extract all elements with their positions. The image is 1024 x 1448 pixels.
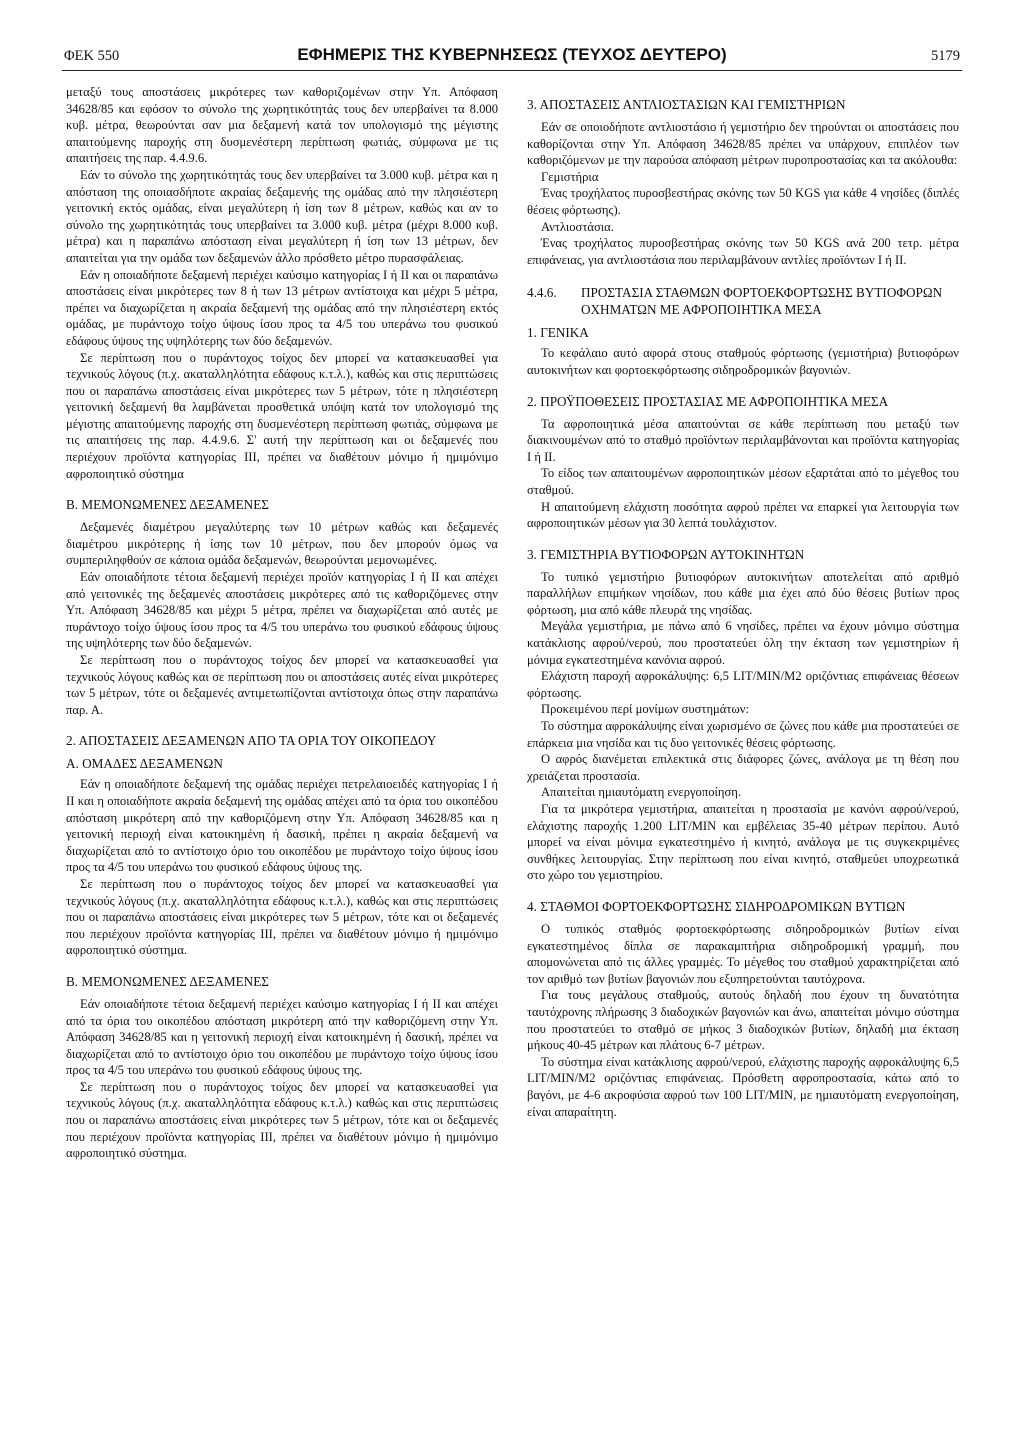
- section-heading: 2. ΠΡΟΫΠΟΘΕΣΕΙΣ ΠΡΟΣΤΑΣΙΑΣ ΜΕ ΑΦΡΟΠΟΙΗΤΙΚΑ ΜΕΣΑ: [527, 393, 889, 409]
- list-item: Ένας τροχήλατος πυροσβεστήρας σκόνης των 50 KGS για κάθε 4 νησίδες (διπλές θέσεις φόρτωσης).: [527, 186, 959, 217]
- paragraph: Ελάχιστη παροχή αφροκάλυψης: 6,5 LIT/MIN/M2 οριζόντιας επιφάνειας θέσεων φόρτωσης.: [527, 669, 959, 700]
- page-number: 5179: [931, 48, 960, 64]
- paragraph: Για τους μεγάλους σταθμούς, αυτούς δηλαδή που έχουν τη δυνατότητα ταυτόχρονης πλήρωσης 3 διαδοχικών βαγονιών και άνω, απαιτείται μόνιμο σύστημα που προστατεύει το σταθμό σε μήκος 3 διαδοχικών βυτίων, δηλαδή μια έκταση μήκους 40-45 μέτρων και πλάτους 6-7 μέτρων.: [527, 988, 959, 1053]
- right-column: [527, 96, 959, 1120]
- paragraph: Η απαιτούμενη ελάχιστη ποσότητα αφρού πρέπει να επαρκεί για λειτουργία των αφροποιητικών μέσων για 30 λεπτά τουλάχιστον.: [527, 499, 959, 531]
- paragraph: μεταξύ τους αποστάσεις μικρότερες των καθοριζομένων στην Υπ. Απόφαση 34628/85 και εφόσον το σύνολο της χωρητικότητάς τους δεν υπερβαίνει τα 8.000 κυβ. μέτρα, θεωρούνται σαν μια δεξαμενή κατά τον υπολογισμό της μέγιστης απαιτούμενης παροχής στη δυσμενέστερη περίπτωση φωτιάς, σύμφωνα με τις απαιτήσεις της παρ. 4.4.9.6.: [66, 85, 498, 166]
- paragraph: Το κεφάλαιο αυτό αφορά στους σταθμούς φόρτωσης (γεμιστήρια) βυτιοφόρων αυτοκινήτων και φορτοεκφόρτωσης σιδηροδρομικών βαγονιών.: [527, 346, 959, 377]
- paragraph: Το τυπικό γεμιστήριο βυτιοφόρων αυτοκινήτων αποτελείται από αριθμό παραλλήλων επιμήκων νησίδων, που κάθε μια έχει από δύο θέσεις βυτίων προς φόρτωση, μια από κάθε πλευρά της νησίδας.: [527, 569, 959, 617]
- paragraph: Εάν οποιαδήποτε τέτοια δεξαμενή περιέχει προϊόν κατηγορίας Ι ή ΙΙ και απέχει από γειτονικές της δεξαμενές αποστάσεις μικρότερες από τις καθοριζόμενες στην Υπ. Απόφαση 34628/85 και μέχρι 5 μέτρα, πρέπει να διαχωρίζεται από αυτές με πυράντοχο τοίχο ύψους ίσου προς τα 4/5 του υπεράνω του φυσικού εδάφους ύψους της υψηλότερης των δύο δεξαμενών.: [66, 570, 498, 651]
- section-heading: 3. ΑΠΟΣΤΑΣΕΙΣ ΑΝΤΛΙΟΣΤΑΣΙΩΝ ΚΑΙ ΓΕΜΙΣΤΗΡΙΩΝ: [527, 97, 846, 112]
- left-column: [66, 84, 498, 1162]
- paragraph: Σε περίπτωση που ο πυράντοχος τοίχος δεν μπορεί να κατασκευασθεί για τεχνικούς λόγους (π.χ. ακαταλληλότητα εδάφους κ.τ.λ.), καθώς και στις περιπτώσεις που οι παραπάνω αποστάσεις είναι μικρότερες των 5 μέτρων, τότε η πλησιέστερη γειτονική δεξαμενή θα λαμβάνεται προσθετικά υπόψη κατά τον υπολογισμό της μέγιστης απαιτούμενης παροχής στη δυσμενέστερη περίπτωση φωτιάς, σύμφωνα με τις απαιτήσεις της παρ. 4.4.9.6. Σ' αυτή την περίπτωση και οι δεξαμενές που περιέχουν προϊόντα κατηγορίας ΙΙΙ, πρέπει να διαθέτουν μόνιμο ή ημιμόνιμο αφροποιητικό σύστημα: [66, 350, 498, 481]
- paragraph: Ο αφρός διανέμεται επιλεκτικά στις διάφορες ζώνες, ανάλογα με τη θέση που χρειάζεται προστασία.: [527, 752, 959, 783]
- paragraph: Ο τυπικός σταθμός φορτοεκφόρτωσης σιδηροδρομικών βυτίων είναι εγκατεστημένος δίπλα σε παρακαμπτήρια σιδηροδρομική γραμμή, που απομονώνεται από τις άλλες γραμμές. Το μέγεθος του σταθμού χαρακτηρίζεται από τον αριθμό των βυτίων βαγονιών που εξυπηρετούνται ταυτόχρονα.: [527, 921, 959, 986]
- list-item: Ένας τροχήλατος πυροσβεστήρας σκόνης των 50 KGS ανά 200 τετρ. μέτρα επιφάνειας, για αντλιοστάσια που περιλαμβάνουν αντλίες προϊόντων Ι ή ΙΙ.: [527, 236, 959, 267]
- paragraph: Εάν το σύνολο της χωρητικότητάς τους δεν υπερβαίνει τα 3.000 κυβ. μέτρα και η απόσταση της οποιασδήποτε ακραίας δεξαμενής της ομάδας από την πλησιέστερη γειτονική εκτός ομάδας, είναι μεγαλύτερη ή ίση των 8 μέτρων, καθώς και αν το σύνολο της χωρητικότητάς τους υπερβαίνει τα 3.000 κυβ. μέτρα (μέχρι 8.000 κυβ. μέτρα) και η παραπάνω απόσταση είναι μεγαλύτερη ή ίση των 13 μέτρων, δεν απαιτείται για την ομάδα των δεξαμενών άλλο πρόσθετο μέτρο πυρασφάλειας.: [66, 167, 498, 265]
- chapter-number: 4.4.6.: [527, 285, 557, 301]
- section-heading: 2. ΑΠΟΣΤΑΣΕΙΣ ΔΕΞΑΜΕΝΩΝ ΑΠΟ ΤΑ ΟΡΙΑ ΤΟΥ ΟΙΚΟΠΕΔΟΥ: [66, 733, 437, 749]
- chapter-heading: [527, 284, 959, 318]
- chapter-title: ΠΡΟΣΤΑΣΙΑ ΣΤΑΘΜΩΝ ΦΟΡΤΟΕΚΦΟΡΤΩΣΗΣ ΒΥΤΙΟΦΟΡΩΝ ΟΧΗΜΑΤΩΝ ΜΕ ΑΦΡΟΠΟΙΗΤΙΚΑ ΜΕΣΑ: [581, 285, 943, 318]
- list-item: Αντλιοστάσια.: [541, 219, 614, 234]
- issue-number: ΦΕΚ 550: [64, 48, 120, 64]
- section-heading: Β. ΜΕΜΟΝΩΜΕΝΕΣ ΔΕΞΑΜΕΝΕΣ: [66, 973, 269, 989]
- section-heading: 3. ΓΕΜΙΣΤΗΡΙΑ ΒΥΤΙΟΦΟΡΩΝ ΑΥΤΟΚΙΝΗΤΩΝ: [527, 546, 805, 562]
- paragraph: Εάν η οποιαδήποτε δεξαμενή περιέχει καύσιμο κατηγορίας Ι ή ΙΙ και οι παραπάνω αποστάσεις είναι μικρότερες των 8 ή των 13 μέτρων αντίστοιχα και μέχρι 5 μέτρα, πρέπει να διαχωρίζεται η ακραία δεξαμενή της ομάδας από την πλησιέστερη εκτός ομάδας, με πυράντοχο τοίχο ύψους ίσου προς τα 4/5 του υπεράνω του φυσικού εδάφους ύψους της υψηλότερης των δύο δεξαμενών.: [66, 267, 498, 348]
- paragraph: Προκειμένου περί μονίμων συστημάτων:: [541, 702, 749, 717]
- paragraph: Το σύστημα είναι κατάκλισης αφρού/νερού, ελάχιστης παροχής αφροκάλυψης 6,5 LIT/MIN/M2 οριζόντιας επιφάνειας. Πρόσθετη αφροπροστασία, κάτω από το βαγόνι, με 4-6 ακροφύσια αφρού των 100 LIT/MIN, με ημιαυτόματη ενεργοποίηση, είναι απαραίτητη.: [527, 1054, 959, 1119]
- paragraph: Σε περίπτωση που ο πυράντοχος τοίχος δεν μπορεί να κατασκευασθεί για τεχνικούς λόγους (π.χ. ακαταλληλότητα εδάφους κ.τ.λ.) καθώς και στις περιπτώσεις που οι παραπάνω αποστάσεις είναι μικρότερες των 5 μέτρων, τότε και οι δεξαμενές που περιέχουν προϊόντα κατηγορίας ΙΙΙ, πρέπει να διαθέτουν μόνιμο ή ημιμόνιμο αφροποιητικό σύστημα.: [66, 1079, 498, 1161]
- list-item: Γεμιστήρια: [541, 169, 599, 184]
- paragraph: Εάν οποιαδήποτε τέτοια δεξαμενή περιέχει καύσιμο κατηγορίας Ι ή ΙΙ και απέχει από τα όρια του οικοπέδου απόσταση μικρότερη από την καθοριζόμενη στην Υπ. Απόφαση 34628/85 και η γειτονική περιοχή είναι κατοικημένη ή δασική, πρέπει να διαχωρίζεται από το αντίστοιχο όριο του οικοπέδου με πυράντοχο τοίχο ύψους ίσου προς τα 4/5 του υπεράνω του φυσικού εδάφους ύψους της.: [66, 996, 498, 1078]
- paragraph: Δεξαμενές διαμέτρου μεγαλύτερης των 10 μέτρων καθώς και δεξαμενές διαμέτρου μικρότερης ή ίσης των 10 μέτρων, που δεν μπορούν όμως να συμπεριληφθούν σε κάποια ομάδα δεξαμενών, θεωρούνται μεμονωμένες.: [66, 520, 498, 568]
- section-heading: Β. ΜΕΜΟΝΩΜΕΝΕΣ ΔΕΞΑΜΕΝΕΣ: [66, 497, 269, 513]
- paragraph: Εάν σε οποιοδήποτε αντλιοστάσιο ή γεμιστήριο δεν τηρούνται οι αποστάσεις που καθορίζονται στην Υπ. Απόφαση 34628/85 πρέπει να υπάρχουν, επιπλέον των καθοριζόμενων με την παρούσα απόφαση μέτρων πυροπροστασίας και τα ακόλουθα:: [527, 120, 959, 168]
- paragraph: Για τα μικρότερα γεμιστήρια, απαιτείται η προστασία με κανόνι αφρού/νερού, ελάχιστης παροχής 1.200 LIT/MIN και εμβέλειας 35-40 μέτρων περίπου. Αυτό μπορεί να είναι μόνιμα εγκατεστημένο ή κινητό, ανάλογα με τις συγκεκριμένες συνθήκες λειτουργίας. Στην περίπτωση που είναι κινητό, σταθμεύει υποχρεωτικά στο χώρο του γεμιστηρίου.: [527, 802, 959, 883]
- section-heading: Α. ΟΜΑΔΕΣ ΔΕΞΑΜΕΝΩΝ: [66, 756, 223, 772]
- gazette-title: ΕΦΗΜΕΡΙΣ ΤΗΣ ΚΥΒΕΡΝΗΣΕΩΣ (ΤΕΥΧΟΣ ΔΕΥΤΕΡΟ): [297, 45, 727, 64]
- section-heading: 4. ΣΤΑΘΜΟΙ ΦΟΡΤΟΕΚΦΟΡΤΩΣΗΣ ΣΙΔΗΡΟΔΡΟΜΙΚΩΝ ΒΥΤΙΩΝ: [527, 898, 906, 914]
- paragraph: Εάν η οποιαδήποτε δεξαμενή της ομάδας περιέχει πετρελαιοειδές κατηγορίας Ι ή ΙΙ και η οποιαδήποτε ακραία δεξαμενή της ομάδας απέχει από τα όρια του οικοπέδου απόσταση μικρότερη από την καθοριζόμενη στην Υπ. Απόφαση 34628/85 και η γειτονική περιοχή είναι κατοικημένη ή δασική, πρέπει η ακραία δεξαμενή να διαχωρίζεται από το αντίστοιχο όριο του οικοπέδου με πυράντοχο τοίχο ύψους ίσου προς τα 4/5 του υπεράνω του φυσικού εδάφους ύψους της.: [66, 777, 498, 875]
- paragraph: Μεγάλα γεμιστήρια, με πάνω από 6 νησίδες, πρέπει να έχουν μόνιμο σύστημα κατάκλισης αφρού/νερού, που προστατεύει όλη την έκταση των γεμιστηρίων ή μόνιμα εγκατεστημένα κανόνια αφρού.: [527, 619, 959, 667]
- paragraph: Σε περίπτωση που ο πυράντοχος τοίχος δεν μπορεί να κατασκευασθεί για τεχνικούς λόγους (π.χ. ακαταλληλότητα εδάφους κ.τ.λ.), καθώς και στις περιπτώσεις που οι παραπάνω αποστάσεις είναι μικρότερες των 5 μέτρων, τότε και οι δεξαμενές που περιέχουν προϊόντα κατηγορίας ΙΙΙ, πρέπει να διαθέτουν μόνιμο ή ημιμόνιμο αφροποιητικό σύστημα.: [66, 876, 498, 958]
- section-heading: 1. ΓΕΝΙΚΑ: [527, 325, 589, 341]
- paragraph: Το είδος των απαιτουμένων αφροποιητικών μέσων εξαρτάται από το μέγεθος του σταθμού.: [527, 466, 959, 497]
- paragraph: Σε περίπτωση που ο πυράντοχος τοίχος δεν μπορεί να κατασκευασθεί για τεχνικούς λόγους καθώς και σε περίπτωση που οι αποστάσεις αυτές είναι μικρότερες των 5 μέτρων, τότε οι δεξαμενές αντιμετωπίζονται αντίστοιχα όπως στην παραπάνω παρ. Α.: [66, 653, 498, 717]
- page-header: [62, 40, 962, 71]
- paragraph: Απαιτείται ημιαυτόματη ενεργοποίηση.: [541, 785, 742, 800]
- paragraph: Το σύστημα αφροκάλυψης είναι χωρισμένο σε ζώνες που κάθε μια προστατεύει σε επάρκεια μια νησίδα και τις δυο γειτονικές θέσεις φόρτωσης.: [527, 719, 959, 750]
- paragraph: Τα αφροποιητικά μέσα απαιτούνται σε κάθε περίπτωση που μεταξύ των διακινουμένων από το σταθμό προϊόντων περιλαμβάνονται και προϊόντα κατηγορίας Ι ή ΙΙ.: [527, 416, 959, 464]
